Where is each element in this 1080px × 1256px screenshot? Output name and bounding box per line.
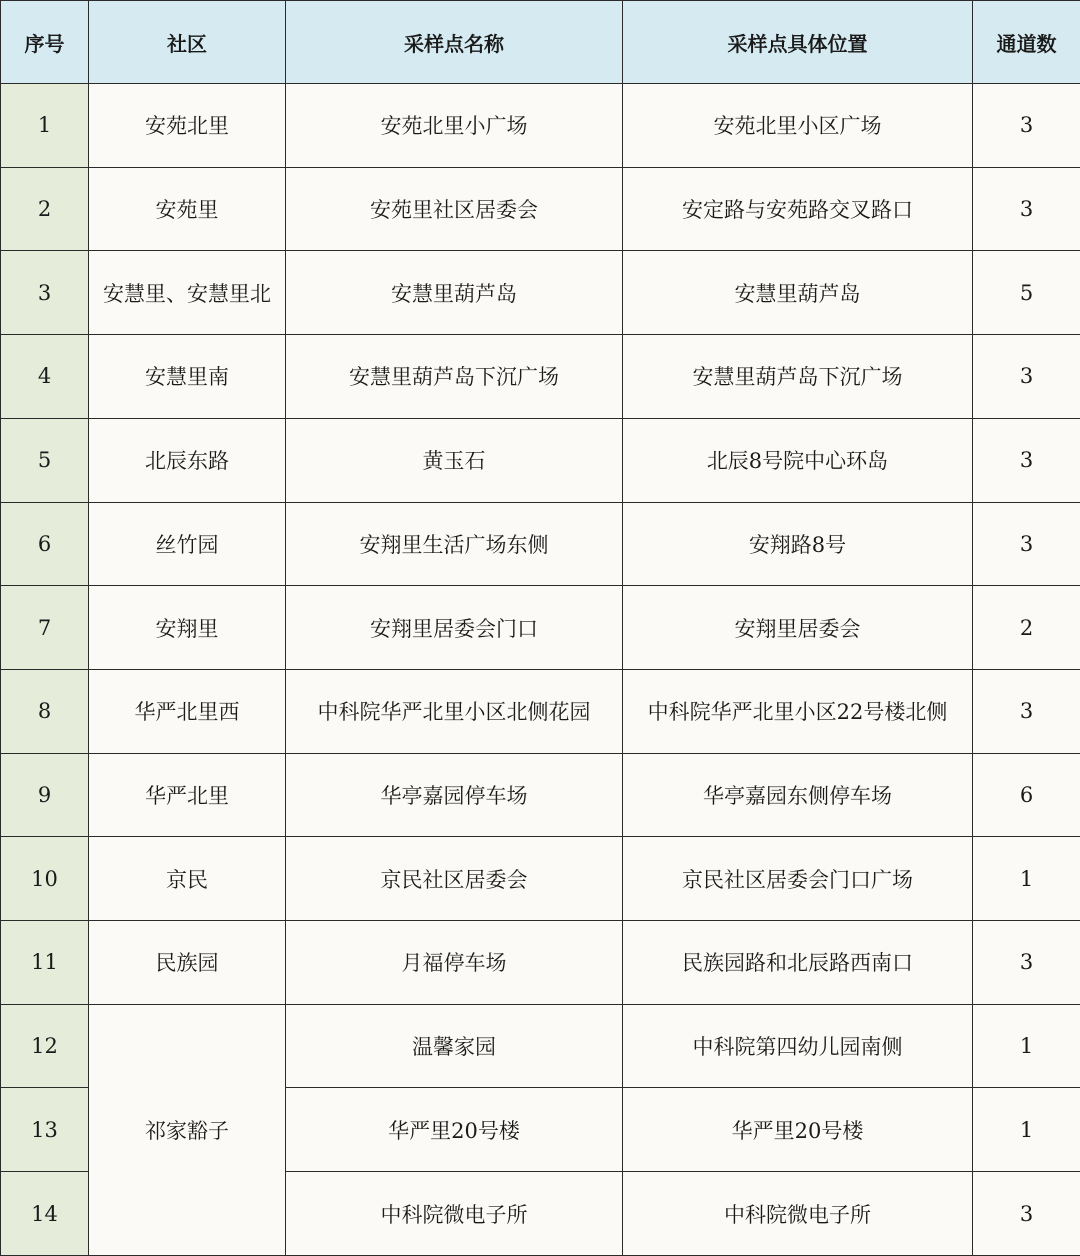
row-site-name: 安苑里社区居委会 [286,167,623,251]
row-location: 安翔里居委会 [623,586,973,670]
row-community: 民族园 [89,921,286,1005]
row-community: 安苑北里 [89,84,286,168]
table-row [1,1004,1080,1088]
row-channels: 3 [973,167,1080,251]
row-site-name: 温馨家园 [286,1004,623,1088]
row-location: 华亭嘉园东侧停车场 [623,753,973,837]
row-channels: 6 [973,753,1080,837]
row-site-name: 中科院华严北里小区北侧花园 [286,669,623,753]
row-index: 3 [1,251,89,335]
row-location: 安慧里葫芦岛下沉广场 [623,335,973,419]
header-community: 社区 [89,1,286,84]
row-location: 安苑北里小区广场 [623,84,973,168]
table-row [1,84,1080,168]
header-site-name: 采样点名称 [286,1,623,84]
table-row [1,753,1080,837]
row-index: 9 [1,753,89,837]
row-community: 华严北里 [89,753,286,837]
row-site-name: 安慧里葫芦岛 [286,251,623,335]
table-row [1,502,1080,586]
row-index: 8 [1,669,89,753]
row-location: 安慧里葫芦岛 [623,251,973,335]
table-row [1,418,1080,502]
row-channels: 3 [973,418,1080,502]
row-location: 中科院华严北里小区22号楼北侧 [623,669,973,753]
row-index: 1 [1,84,89,168]
row-index: 13 [1,1088,89,1172]
row-location: 中科院第四幼儿园南侧 [623,1004,973,1088]
row-index: 5 [1,418,89,502]
row-index: 12 [1,1004,89,1088]
row-channels: 3 [973,84,1080,168]
row-site-name: 安苑北里小广场 [286,84,623,168]
row-site-name: 月福停车场 [286,921,623,1005]
row-location: 中科院微电子所 [623,1172,973,1256]
row-channels: 1 [973,1088,1080,1172]
row-site-name: 黄玉石 [286,418,623,502]
row-channels: 1 [973,1004,1080,1088]
row-site-name: 安翔里生活广场东侧 [286,502,623,586]
row-community: 华严北里西 [89,669,286,753]
row-channels: 3 [973,335,1080,419]
row-site-name: 安慧里葫芦岛下沉广场 [286,335,623,419]
row-community: 北辰东路 [89,418,286,502]
table-row [1,167,1080,251]
row-community: 安慧里南 [89,335,286,419]
row-channels: 3 [973,1172,1080,1256]
table-row [1,837,1080,921]
header-index: 序号 [1,1,89,84]
row-site-name: 华严里20号楼 [286,1088,623,1172]
header-channels: 通道数 [973,1,1080,84]
row-community: 丝竹园 [89,502,286,586]
row-site-name: 京民社区居委会 [286,837,623,921]
row-location: 华严里20号楼 [623,1088,973,1172]
row-site-name: 安翔里居委会门口 [286,586,623,670]
row-location: 京民社区居委会门口广场 [623,837,973,921]
row-index: 6 [1,502,89,586]
row-index: 4 [1,335,89,419]
header-row [1,1,1080,84]
row-location: 北辰8号院中心环岛 [623,418,973,502]
table-row [1,335,1080,419]
table-row [1,586,1080,670]
row-channels: 3 [973,921,1080,1005]
row-community: 安翔里 [89,586,286,670]
row-channels: 5 [973,251,1080,335]
row-channels: 1 [973,837,1080,921]
row-location: 安翔路8号 [623,502,973,586]
row-channels: 2 [973,586,1080,670]
table-row [1,669,1080,753]
row-index: 2 [1,167,89,251]
row-location: 安定路与安苑路交叉路口 [623,167,973,251]
table-row [1,251,1080,335]
row-community: 安慧里、安慧里北 [89,251,286,335]
row-site-name: 华亭嘉园停车场 [286,753,623,837]
row-channels: 3 [973,669,1080,753]
row-channels: 3 [973,502,1080,586]
row-community: 京民 [89,837,286,921]
row-index: 14 [1,1172,89,1256]
row-location: 民族园路和北辰路西南口 [623,921,973,1005]
row-index: 10 [1,837,89,921]
header-location: 采样点具体位置 [623,1,973,84]
table-row [1,921,1080,1005]
row-index: 7 [1,586,89,670]
row-community: 安苑里 [89,167,286,251]
row-index: 11 [1,921,89,1005]
row-site-name: 中科院微电子所 [286,1172,623,1256]
row-community-merged: 祁家豁子 [89,1004,286,1255]
